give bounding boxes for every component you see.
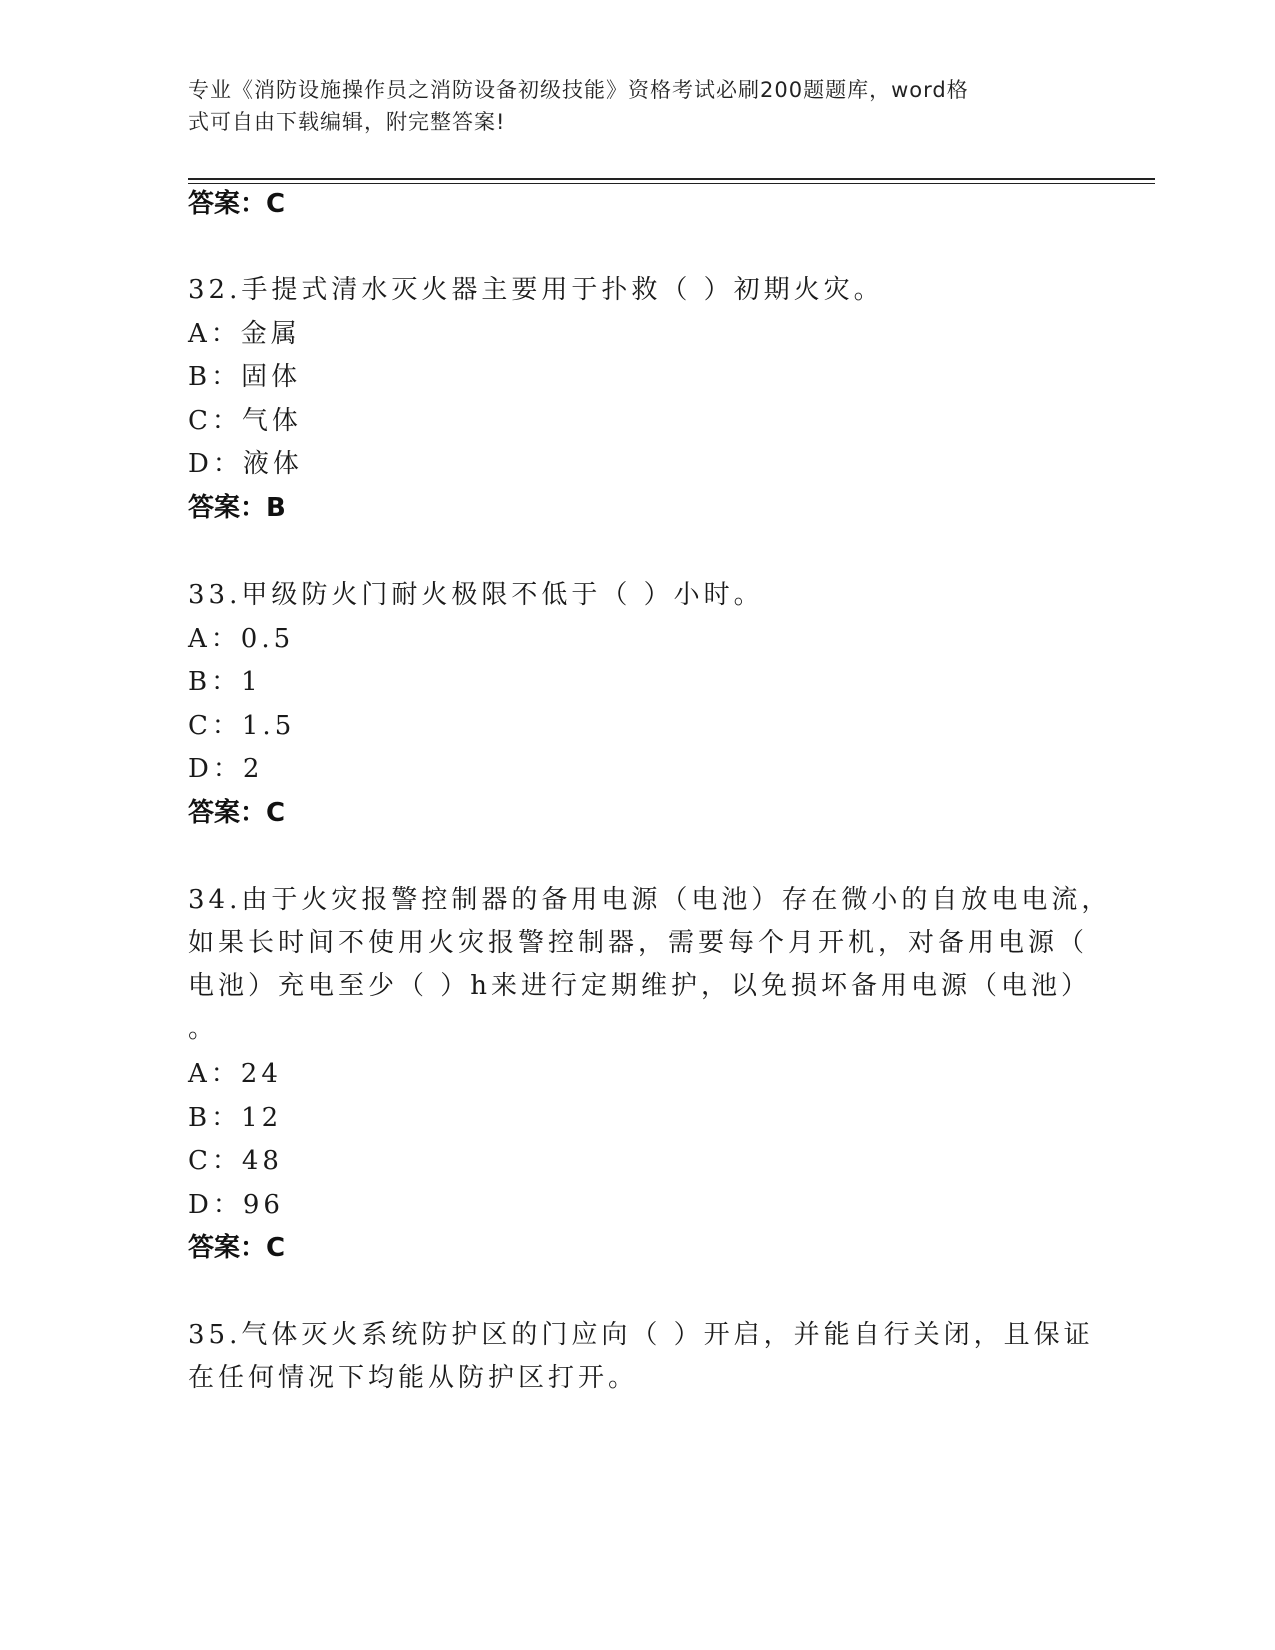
question-32 <box>188 273 1088 307</box>
question-35-line-2: 在任何情况下均能从防护区打开。 <box>188 1363 639 1393</box>
header-divider-thick <box>188 178 1155 180</box>
answer-q32: 答案：B <box>188 493 286 523</box>
answer-q34: 答案：C <box>188 1233 286 1263</box>
q34-option-b: B：12 <box>188 1103 283 1133</box>
q33-option-d: D：2 <box>188 754 264 784</box>
question-33 <box>188 578 1088 612</box>
question-35-line-1: 35.气体灭火系统防护区的门应向（ ）开启，并能自行关闭，且保证 <box>188 1320 1094 1350</box>
q32-option-a: A：金属 <box>188 319 301 349</box>
q32-option-b: B：固体 <box>188 362 302 392</box>
question-34-line-3: 电池）充电至少（ ）h来进行定期维护，以免损坏备用电源（电池） <box>188 971 1092 1001</box>
q32-option-c: C：气体 <box>188 406 302 436</box>
answer-q33: 答案：C <box>188 798 286 828</box>
question-34-line-1: 34.由于火灾报警控制器的备用电源（电池）存在微小的自放电电流， <box>188 885 1112 915</box>
document-header <box>188 74 1068 138</box>
question-34-line-2: 如果长时间不使用火灾报警控制器，需要每个月开机，对备用电源（ <box>188 928 1089 958</box>
q34-option-d: D：96 <box>188 1190 284 1220</box>
q34-option-a: A：24 <box>188 1059 282 1089</box>
q32-option-d: D：液体 <box>188 449 303 479</box>
header-line-2: 式可自由下载编辑，附完整答案! <box>188 110 506 134</box>
question-32-text: 32.手提式清水灭火器主要用于扑救（ ）初期火灾。 <box>188 275 884 305</box>
q33-option-a: A：0.5 <box>188 624 295 654</box>
header-line-1: 专业《消防设施操作员之消防设备初级技能》资格考试必刷200题题库，word格 <box>188 78 969 102</box>
question-35 <box>188 1318 1094 1404</box>
header-divider-thin <box>188 183 1155 184</box>
question-34-line-4: 。 <box>188 1014 219 1044</box>
question-34 <box>188 883 1112 1055</box>
question-33-text: 33.甲级防火门耐火极限不低于（ ）小时。 <box>188 580 764 610</box>
q33-option-c: C：1.5 <box>188 711 296 741</box>
q34-option-c: C：48 <box>188 1146 283 1176</box>
answer-q31: 答案：C <box>188 189 286 219</box>
q33-option-b: B：1 <box>188 667 262 697</box>
